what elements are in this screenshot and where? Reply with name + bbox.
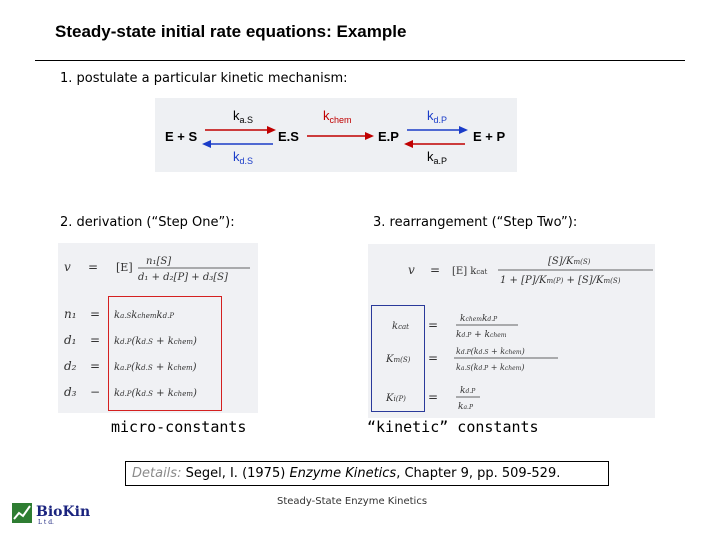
details-chapter: , Chapter 9, pp. 509-529. [396,466,561,481]
label-k-as: $k_{a.S}$ [233,108,254,125]
svg-text:kd.P + kchem: kd.P + kchem [456,330,507,340]
micro-constants-caption: micro-constants [111,418,247,436]
svg-text:[S]/Km(S): [S]/Km(S) [548,256,591,267]
svg-text:=: = [428,318,439,332]
svg-text:kd.P: kd.P [460,386,476,396]
svg-text:=: = [90,359,101,373]
arrow-as-forward [205,126,276,134]
svg-text:[E] kcat: [E] kcat [452,266,488,277]
species-e-plus-s: E + S [165,129,198,144]
svg-text:−: − [90,385,101,399]
arrow-chem [307,132,374,140]
step-2-text: 2. derivation (“Step One”): [60,215,235,230]
slide-title: Steady-state initial rate equations: Example [55,22,407,41]
svg-text:=: = [428,390,439,404]
arrow-ap-reverse [404,140,465,148]
title-divider [35,60,685,61]
step-1-text: 1. postulate a particular kinetic mechanism: [60,71,348,86]
details-book-title: Enzyme Kinetics [289,466,397,481]
svg-text:v: v [408,263,415,277]
micro-constants-highlight-box [108,296,222,411]
label-k-chem: $k_{chem}$ [323,108,352,125]
species-e-plus-p: E + P [473,129,506,144]
svg-text:[E]: [E] [116,261,133,274]
svg-text:=: = [428,351,439,365]
arrow-ds-reverse [202,140,273,148]
svg-text:=: = [90,307,101,321]
logo-sub: L t d. [38,519,54,525]
svg-text:ka.Skchemkd.P: ka.Skchemkd.P [114,310,175,321]
svg-text:d₁ + d₂[P] + d₃[S]: d₁ + d₂[P] + d₃[S] [138,272,228,283]
svg-text:ka.S(kd.P + kchem): ka.S(kd.P + kchem) [456,363,525,372]
mechanism-diagram [155,98,517,172]
kinetic-constants-caption: “kinetic” constants [367,418,539,436]
arrow-dp-forward [407,126,468,134]
svg-text:Km(S): Km(S) [386,354,411,365]
svg-text:kd.P(kd.S + kchem): kd.P(kd.S + kchem) [114,388,197,399]
svg-text:=: = [88,260,99,274]
svg-text:1 + [P]/Km(P) + [S]/Km(S): 1 + [P]/Km(P) + [S]/Km(S) [500,275,621,286]
svg-text:v: v [64,260,71,274]
details-label: Details: [132,466,182,481]
svg-text:n₁: n₁ [64,307,77,321]
step-3-text: 3. rearrangement (“Step Two”): [373,215,578,230]
svg-text:d₃: d₃ [64,385,77,399]
svg-text:kchemkd.P: kchemkd.P [460,314,498,324]
details-author: Segel, I. (1975) [185,466,286,481]
svg-text:d₁: d₁ [64,333,77,347]
species-ep: E.P [378,129,399,144]
svg-text:kd.P(kd.S + kchem): kd.P(kd.S + kchem) [114,336,197,347]
svg-text:ka.P(kd.S + kchem): ka.P(kd.S + kchem) [114,362,197,373]
svg-text:kcat: kcat [392,321,409,332]
svg-text:kd.P(kd.S + kchem): kd.P(kd.S + kchem) [456,347,525,356]
label-k-ap: $k_{a.P}$ [427,149,448,166]
svg-text:d₂: d₂ [64,359,77,373]
species-es: E.S [278,129,299,144]
kinetic-constants-highlight-box [371,305,425,412]
svg-text:=: = [430,263,441,277]
chart-line-icon [12,503,32,523]
footer-text: Steady-State Enzyme Kinetics [277,496,428,507]
logo-name: BioKin [36,504,91,520]
svg-text:Ki(P): Ki(P) [386,393,406,404]
details-reference-box [125,461,609,486]
label-k-dp: $k_{d.P}$ [427,108,448,125]
label-k-ds: $k_{d.S}$ [233,149,254,166]
svg-text:n₁[S]: n₁[S] [146,256,172,267]
biokin-logo [12,501,92,525]
svg-text:ka.P: ka.P [458,402,473,412]
svg-text:=: = [90,333,101,347]
